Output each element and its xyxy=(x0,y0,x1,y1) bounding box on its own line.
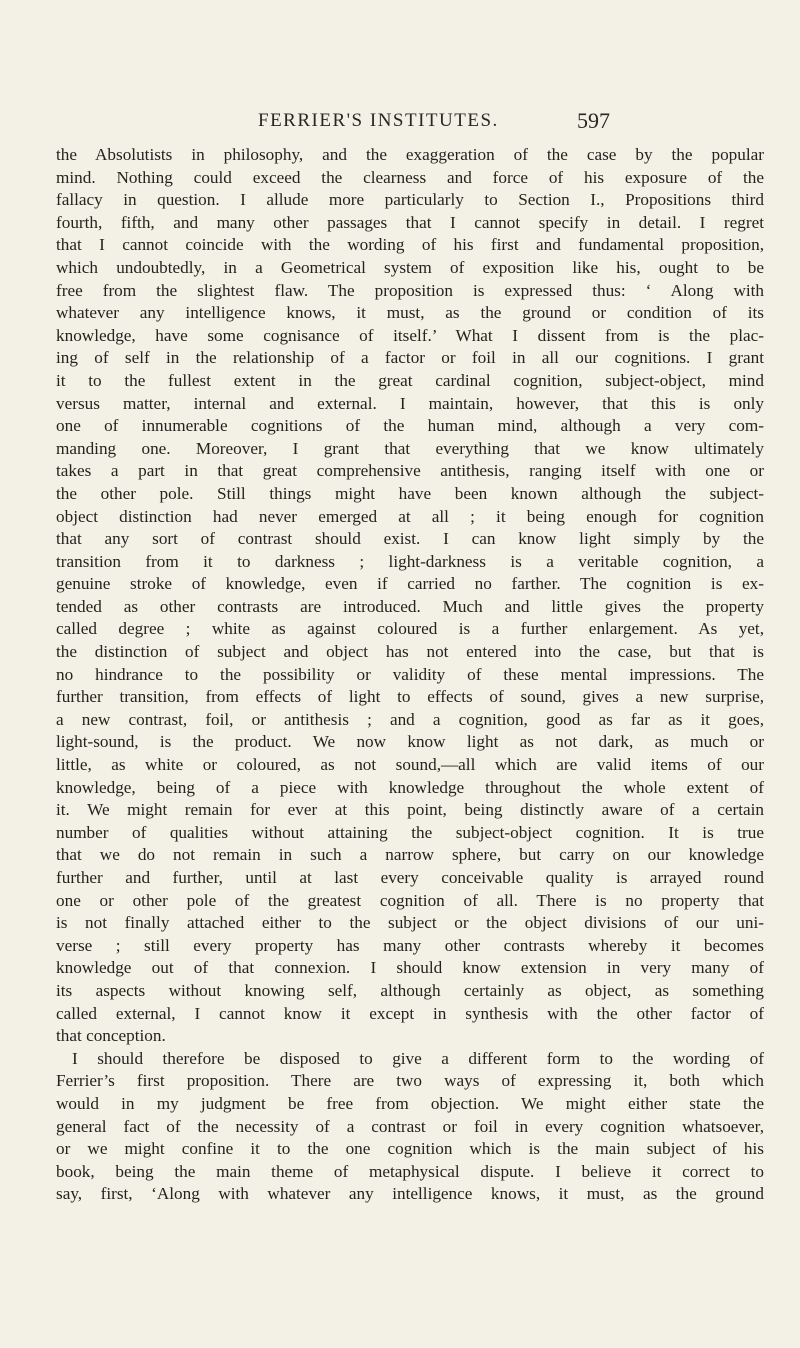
text-line: Ferrier’s first proposition. There are two ways of expressing it, both which xyxy=(56,1071,764,1091)
text-line: genuine stroke of knowledge, even if carried no farther. The cognition is ex- xyxy=(56,574,764,594)
text-line: is not finally attached either to the subject or the object divisions of our uni- xyxy=(56,913,764,933)
text-line: further transition, from effects of light to effects of sound, gives a new surprise, xyxy=(56,687,764,707)
text-line: versus matter, internal and external. I maintain, however, that this is only xyxy=(56,393,764,413)
text-line: one or other pole of the greatest cognition of all. There is no property that xyxy=(56,890,764,910)
text-line: light-sound, is the product. We now know light as not dark, as much or xyxy=(56,732,764,752)
text-line: little, as white or coloured, as not sound,—all which are valid items of our xyxy=(56,755,764,775)
text-line: general fact of the necessity of a contrast or foil in every cognition whatsoever, xyxy=(56,1116,764,1136)
text-line: its aspects without knowing self, although certainly as object, as something xyxy=(56,980,764,1000)
text-line: that I cannot coincide with the wording of his first and fundamental proposition, xyxy=(56,235,764,255)
text-line: called external, I cannot know it except in synthesis with the other factor of xyxy=(56,1003,764,1023)
text-line: it to the fullest extent in the great cardinal cognition, subject-object, mind xyxy=(56,370,764,390)
text-line: knowledge, being of a piece with knowledge throughout the whole extent of xyxy=(56,777,764,797)
text-line: takes a part in that great comprehensive antithesis, ranging itself with one or xyxy=(56,461,764,481)
text-line: object distinction had never emerged at all ; it being enough for cognition xyxy=(56,506,764,526)
text-line: mind. Nothing could exceed the clearness and force of his exposure of the xyxy=(56,167,764,187)
text-line: I should therefore be disposed to give a different form to the wording of xyxy=(72,1048,764,1068)
text-line: no hindrance to the possibility or validity of these mental impressions. The xyxy=(56,664,764,684)
text-line: book, being the main theme of metaphysical dispute. I believe it correct to xyxy=(56,1161,764,1181)
text-line: further and further, until at last every conceivable quality is arrayed round xyxy=(56,868,764,887)
text-line: the Absolutists in philosophy, and the exaggeration of the case by the popular xyxy=(56,145,764,164)
text-line: knowledge out of that connexion. I should know extension in very many of xyxy=(56,958,764,978)
text-line: whatever any intelligence knows, it must, as the ground or condition of its xyxy=(56,303,764,323)
text-line: called degree ; white as against coloured is a further enlargement. As yet, xyxy=(56,619,764,639)
page-number: 597 xyxy=(577,108,610,133)
text-line: tended as other contrasts are introduced. Much and little gives the property xyxy=(56,596,764,616)
text-line: it. We might remain for ever at this point, being distinctly aware of a certain xyxy=(56,800,764,820)
body-text xyxy=(56,144,764,1206)
running-head xyxy=(0,108,800,138)
text-line: one of innumerable cognitions of the human mind, although a very com- xyxy=(56,416,764,436)
text-line: knowledge, have some cognisance of itself.’ What I dissent from is the plac- xyxy=(56,325,764,345)
text-line: a new contrast, foil, or antithesis ; and a cognition, good as far as it goes, xyxy=(56,709,764,729)
text-line: free from the slightest flaw. The proposition is expressed thus: ‘ Along with xyxy=(56,280,764,300)
text-line: or we might confine it to the one cognition which is the main subject of his xyxy=(56,1139,764,1159)
text-line: ing of self in the relationship of a factor or foil in all our cognitions. I grant xyxy=(56,348,764,368)
text-line: would in my judgment be free from objection. We might either state the xyxy=(56,1093,764,1113)
text-line: verse ; still every property has many other contrasts whereby it becomes xyxy=(56,935,764,955)
text-line: that any sort of contrast should exist. I can know light simply by the xyxy=(56,529,764,549)
text-line: that conception. xyxy=(56,1026,166,1046)
paragraph xyxy=(56,144,764,1048)
text-line: which undoubtedly, in a Geometrical system of exposition like his, ought to be xyxy=(56,257,764,277)
text-line: the distinction of subject and object has not entered into the case, but that is xyxy=(56,642,764,662)
text-line: transition from it to darkness ; light-darkness is a veritable cognition, a xyxy=(56,551,764,571)
text-line: fourth, fifth, and many other passages that I cannot specify in detail. I regret xyxy=(56,212,764,232)
text-line: that we do not remain in such a narrow sphere, but carry on our knowledge xyxy=(56,845,764,865)
text-line: the other pole. Still things might have been known although the subject- xyxy=(56,483,764,503)
running-head-title: FERRIER'S INSTITUTES. xyxy=(258,110,499,131)
paragraph xyxy=(56,1048,764,1206)
text-line: say, first, ‘Along with whatever any intelligence knows, it must, as the ground xyxy=(56,1184,764,1204)
text-line: number of qualities without attaining the subject-object cognition. It is true xyxy=(56,822,764,842)
text-line: fallacy in question. I allude more particularly to Section I., Propositions third xyxy=(56,190,764,210)
text-line: manding one. Moreover, I grant that everything that we know ultimately xyxy=(56,438,764,458)
